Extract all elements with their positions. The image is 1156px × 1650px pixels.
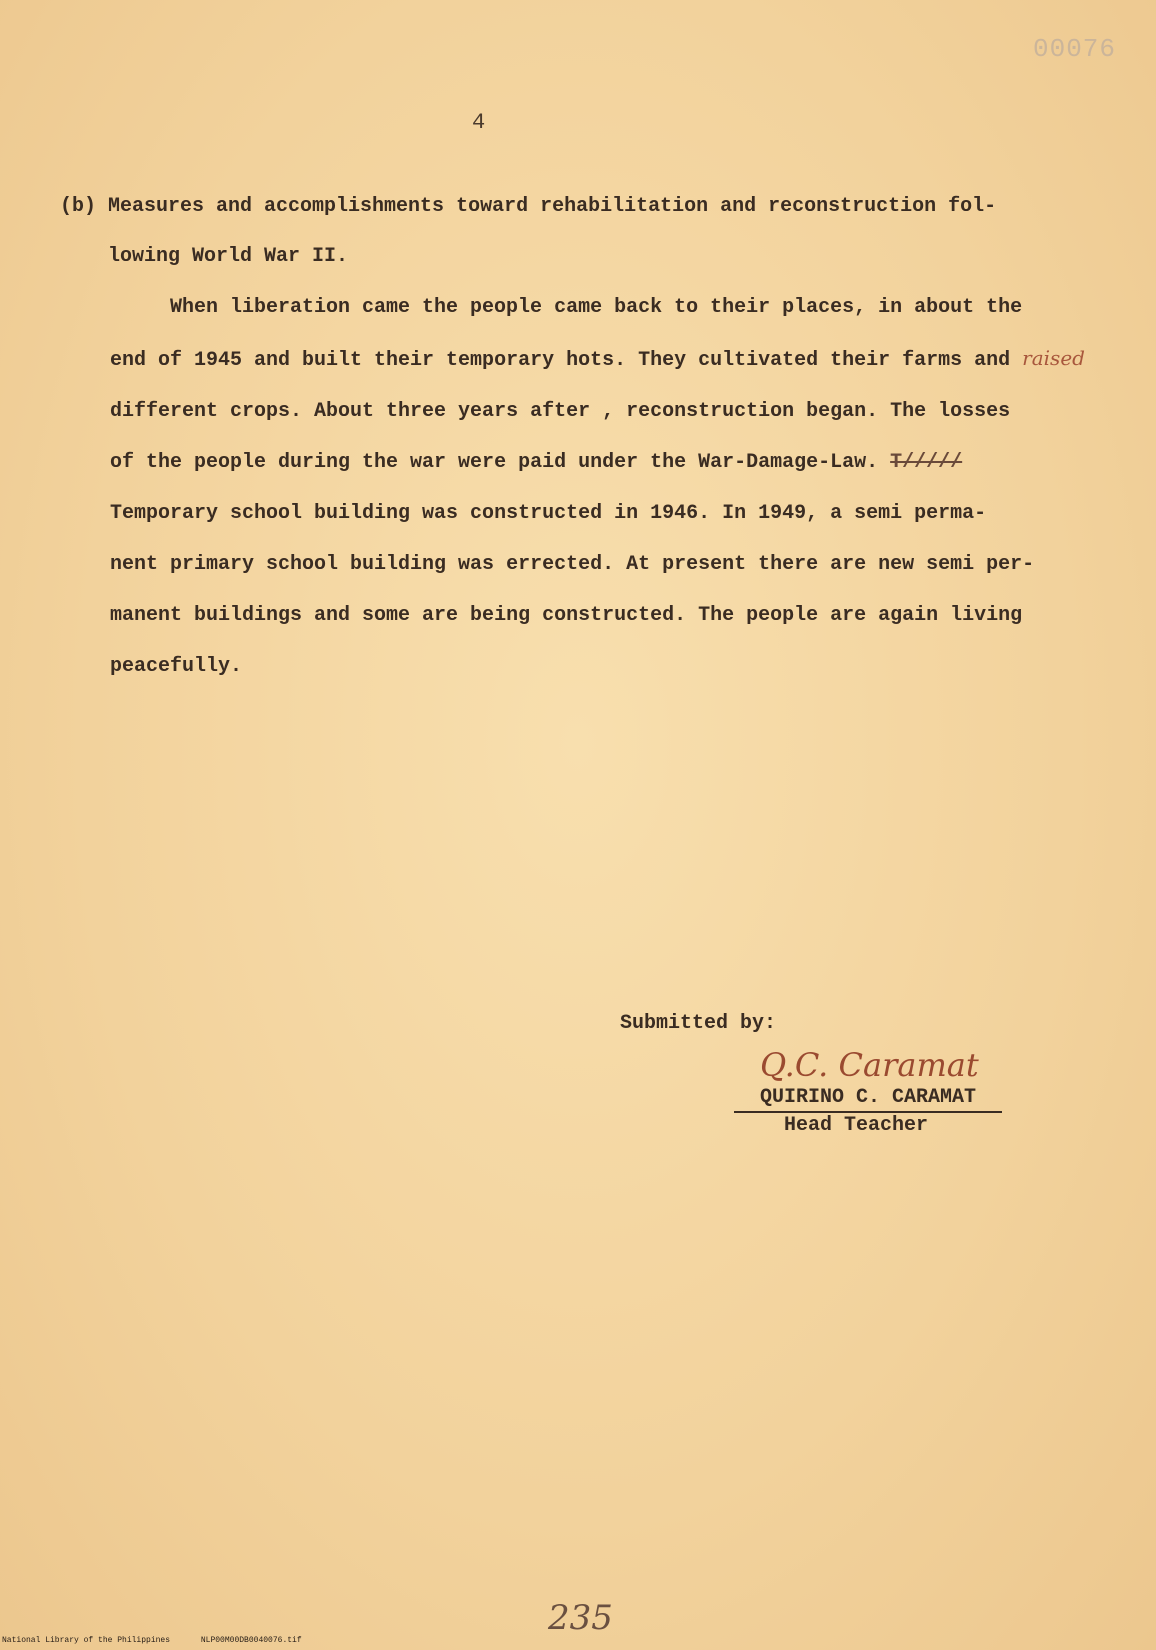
signer-title: Head Teacher bbox=[784, 1114, 929, 1137]
body-line-text: of the people during the war were paid under the War-Damage-Law. bbox=[110, 451, 879, 474]
footer-filename: NLP00M00DB0040076.tif bbox=[200, 1636, 302, 1645]
submitted-by-label: Submitted by: bbox=[620, 1012, 777, 1035]
body-line-text: end of 1945 and built their temporary hots. They cultivated their farms and bbox=[110, 349, 1011, 372]
body-line: manent buildings and some are being constructed. The people are again living bbox=[110, 604, 1023, 627]
signer-name: QUIRINO C. CARAMAT bbox=[734, 1086, 1002, 1113]
page-number: 4 bbox=[472, 110, 486, 135]
body-line: different crops. About three years after , reconstruction began. The losses bbox=[110, 400, 1011, 423]
handwritten-signature: Q.C. Caramat bbox=[760, 1046, 979, 1084]
body-paragraph bbox=[110, 282, 1090, 692]
body-line: peacefully. bbox=[110, 655, 243, 678]
handwritten-page-number: 235 bbox=[548, 1598, 613, 1638]
handwritten-insert: raised bbox=[1022, 346, 1085, 370]
archive-stamp-number: 00076 bbox=[1032, 34, 1116, 64]
body-line: When liberation came the people came back to their places, in about the bbox=[170, 296, 1023, 319]
struck-out-text: T///// bbox=[890, 451, 963, 474]
body-line bbox=[110, 437, 1090, 488]
body-line: Temporary school building was constructed in 1946. In 1949, a semi perma- bbox=[110, 502, 987, 525]
heading-line-2: lowing World War II. bbox=[108, 245, 349, 268]
footer-library: National Library of the Philippines bbox=[2, 1636, 171, 1645]
scan-footer bbox=[2, 1636, 328, 1645]
body-line: nent primary school building was errected. At present there are new semi per- bbox=[110, 553, 1035, 576]
heading-line-1: (b) Measures and accomplishments toward rehabilitation and reconstruction fol- bbox=[60, 195, 997, 218]
body-line bbox=[110, 333, 1090, 386]
section-heading bbox=[60, 182, 1060, 282]
